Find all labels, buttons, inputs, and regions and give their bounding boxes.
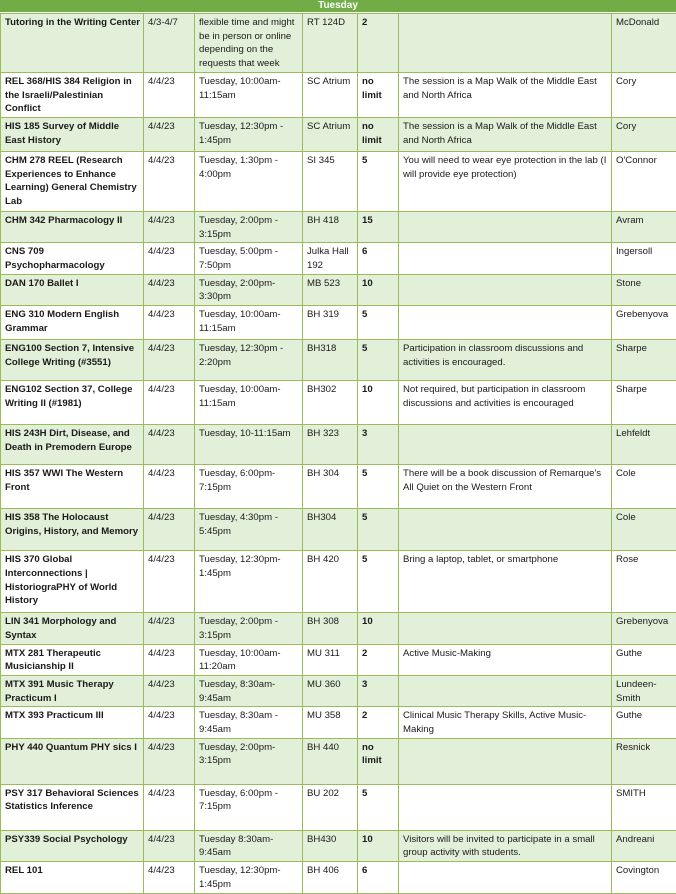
course-cell: HIS 358 The Holocaust Origins, History, and Memory bbox=[1, 509, 144, 551]
table-row bbox=[1, 509, 676, 551]
course-cell: LIN 341 Morphology and Syntax bbox=[1, 613, 144, 644]
instructor-cell: Avram bbox=[612, 211, 676, 242]
room-cell: BH 304 bbox=[303, 465, 358, 509]
date-cell: 4/4/23 bbox=[144, 830, 195, 861]
table-row bbox=[1, 117, 676, 151]
time-cell: Tuesday, 12:30pm - 2:20pm bbox=[195, 340, 303, 381]
room-cell: BH 308 bbox=[303, 613, 358, 644]
seats-cell: 5 bbox=[358, 151, 399, 211]
instructor-cell: Covington bbox=[612, 862, 676, 893]
date-cell: 4/4/23 bbox=[144, 243, 195, 274]
table-row bbox=[1, 381, 676, 425]
time-cell: Tuesday, 12:30pm-1:45pm bbox=[195, 551, 303, 613]
notes-cell: Active Music-Making bbox=[399, 644, 612, 675]
date-cell: 4/4/23 bbox=[144, 738, 195, 784]
room-cell: BH318 bbox=[303, 340, 358, 381]
date-cell: 4/4/23 bbox=[144, 675, 195, 706]
time-cell: Tuesday, 10:00am-11:15am bbox=[195, 72, 303, 117]
instructor-cell: Guthe bbox=[612, 644, 676, 675]
seats-cell: 2 bbox=[358, 644, 399, 675]
date-cell: 4/4/23 bbox=[144, 151, 195, 211]
instructor-cell: Lundeen-Smith bbox=[612, 675, 676, 706]
date-cell: 4/4/23 bbox=[144, 211, 195, 242]
seats-cell: no limit bbox=[358, 72, 399, 117]
table-row bbox=[1, 72, 676, 117]
seats-cell: no limit bbox=[358, 117, 399, 151]
schedule-table bbox=[0, 13, 676, 894]
course-cell: MTX 281 Therapeutic Musicianship II bbox=[1, 644, 144, 675]
time-cell: Tuesday, 1:30pm - 4:00pm bbox=[195, 151, 303, 211]
instructor-cell: Cole bbox=[612, 465, 676, 509]
room-cell: BH 323 bbox=[303, 425, 358, 465]
course-cell: PSY339 Social Psychology bbox=[1, 830, 144, 861]
room-cell: BH 319 bbox=[303, 306, 358, 340]
course-cell: HIS 370 Global Interconnections | HistoriograPHY of World History bbox=[1, 551, 144, 613]
table-row bbox=[1, 14, 676, 73]
table-row bbox=[1, 862, 676, 893]
date-cell: 4/4/23 bbox=[144, 862, 195, 893]
notes-cell: Visitors will be invited to participate in a small group activity with students. bbox=[399, 830, 612, 861]
table-row bbox=[1, 551, 676, 613]
room-cell: MB 523 bbox=[303, 274, 358, 305]
date-cell: 4/4/23 bbox=[144, 340, 195, 381]
notes-cell bbox=[399, 243, 612, 274]
course-cell: DAN 170 Ballet I bbox=[1, 274, 144, 305]
date-cell: 4/4/23 bbox=[144, 644, 195, 675]
instructor-cell: Cory bbox=[612, 117, 676, 151]
course-cell: HIS 243H Dirt, Disease, and Death in Premodern Europe bbox=[1, 425, 144, 465]
time-cell: Tuesday, 4:30pm - 5:45pm bbox=[195, 509, 303, 551]
instructor-cell: Resnick bbox=[612, 738, 676, 784]
time-cell: Tuesday, 10:00am-11:20am bbox=[195, 644, 303, 675]
seats-cell: 10 bbox=[358, 381, 399, 425]
date-cell: 4/4/23 bbox=[144, 707, 195, 738]
instructor-cell: Sharpe bbox=[612, 340, 676, 381]
seats-cell: 2 bbox=[358, 14, 399, 73]
table-row bbox=[1, 738, 676, 784]
seats-cell: 5 bbox=[358, 306, 399, 340]
course-cell: REL 368/HIS 384 Religion in the Israeli/Palestinian Conflict bbox=[1, 72, 144, 117]
seats-cell: 5 bbox=[358, 509, 399, 551]
room-cell: BH 420 bbox=[303, 551, 358, 613]
seats-cell: 3 bbox=[358, 675, 399, 706]
instructor-cell: Guthe bbox=[612, 707, 676, 738]
time-cell: Tuesday, 8:30am-9:45am bbox=[195, 675, 303, 706]
instructor-cell: Cory bbox=[612, 72, 676, 117]
time-cell: Tuesday, 12:30pm-1:45pm bbox=[195, 862, 303, 893]
instructor-cell: SMITH bbox=[612, 784, 676, 830]
notes-cell: Not required, but participation in classroom discussions and activities is encouraged bbox=[399, 381, 612, 425]
notes-cell bbox=[399, 306, 612, 340]
time-cell: Tuesday, 2:00pm - 3:15pm bbox=[195, 211, 303, 242]
seats-cell: 5 bbox=[358, 551, 399, 613]
time-cell: Tuesday, 10:00am-11:15am bbox=[195, 381, 303, 425]
table-row bbox=[1, 306, 676, 340]
notes-cell bbox=[399, 675, 612, 706]
seats-cell: 5 bbox=[358, 340, 399, 381]
time-cell: flexible time and might be in person or online depending on the requests that week bbox=[195, 14, 303, 73]
time-cell: Tuesday, 10-11:15am bbox=[195, 425, 303, 465]
notes-cell bbox=[399, 509, 612, 551]
instructor-cell: Rose bbox=[612, 551, 676, 613]
instructor-cell: Cole bbox=[612, 509, 676, 551]
instructor-cell: Grebenyova bbox=[612, 613, 676, 644]
notes-cell bbox=[399, 738, 612, 784]
time-cell: Tuesday, 12:30pm - 1:45pm bbox=[195, 117, 303, 151]
date-cell: 4/4/23 bbox=[144, 784, 195, 830]
room-cell: Julka Hall 192 bbox=[303, 243, 358, 274]
table-row bbox=[1, 274, 676, 305]
instructor-cell: Lehfeldt bbox=[612, 425, 676, 465]
course-cell: HIS 357 WWI The Western Front bbox=[1, 465, 144, 509]
room-cell: BH 418 bbox=[303, 211, 358, 242]
seats-cell: 10 bbox=[358, 830, 399, 861]
instructor-cell: McDonald bbox=[612, 14, 676, 73]
date-cell: 4/4/23 bbox=[144, 465, 195, 509]
time-cell: Tuesday, 2:00pm-3:15pm bbox=[195, 738, 303, 784]
instructor-cell: Ingersoll bbox=[612, 243, 676, 274]
room-cell: BH430 bbox=[303, 830, 358, 861]
room-cell: SI 345 bbox=[303, 151, 358, 211]
date-cell: 4/4/23 bbox=[144, 509, 195, 551]
time-cell: Tuesday, 5:00pm - 7:50pm bbox=[195, 243, 303, 274]
notes-cell: Clinical Music Therapy Skills, Active Music-Making bbox=[399, 707, 612, 738]
room-cell: BH 406 bbox=[303, 862, 358, 893]
course-cell: ENG 310 Modern English Grammar bbox=[1, 306, 144, 340]
notes-cell: The session is a Map Walk of the Middle East and North Africa bbox=[399, 117, 612, 151]
date-cell: 4/4/23 bbox=[144, 274, 195, 305]
room-cell: MU 311 bbox=[303, 644, 358, 675]
table-row bbox=[1, 675, 676, 706]
table-row bbox=[1, 644, 676, 675]
room-cell: BU 202 bbox=[303, 784, 358, 830]
instructor-cell: O'Connor bbox=[612, 151, 676, 211]
date-cell: 4/4/23 bbox=[144, 72, 195, 117]
course-cell: CHM 342 Pharmacology II bbox=[1, 211, 144, 242]
instructor-cell: Sharpe bbox=[612, 381, 676, 425]
table-row bbox=[1, 830, 676, 861]
course-cell: REL 101 bbox=[1, 862, 144, 893]
room-cell: BH304 bbox=[303, 509, 358, 551]
notes-cell: There will be a book discussion of Remarque's All Quiet on the Western Front bbox=[399, 465, 612, 509]
notes-cell: You will need to wear eye protection in the lab (I will provide eye protection) bbox=[399, 151, 612, 211]
time-cell: Tuesday 8:30am-9:45am bbox=[195, 830, 303, 861]
date-cell: 4/4/23 bbox=[144, 381, 195, 425]
room-cell: MU 360 bbox=[303, 675, 358, 706]
notes-cell bbox=[399, 784, 612, 830]
table-row bbox=[1, 243, 676, 274]
date-cell: 4/4/23 bbox=[144, 613, 195, 644]
instructor-cell: Grebenyova bbox=[612, 306, 676, 340]
notes-cell bbox=[399, 425, 612, 465]
room-cell: SC Atrium bbox=[303, 117, 358, 151]
notes-cell bbox=[399, 613, 612, 644]
course-cell: ENG100 Section 7, Intensive College Writing (#3551) bbox=[1, 340, 144, 381]
seats-cell: 5 bbox=[358, 784, 399, 830]
table-row bbox=[1, 707, 676, 738]
course-cell: MTX 391 Music Therapy Practicum I bbox=[1, 675, 144, 706]
time-cell: Tuesday, 10:00am-11:15am bbox=[195, 306, 303, 340]
time-cell: Tuesday, 6:00pm-7:15pm bbox=[195, 465, 303, 509]
notes-cell: The session is a Map Walk of the Middle East and North Africa bbox=[399, 72, 612, 117]
date-cell: 4/4/23 bbox=[144, 306, 195, 340]
notes-cell bbox=[399, 14, 612, 73]
time-cell: Tuesday, 6:00pm - 7:15pm bbox=[195, 784, 303, 830]
course-cell: PSY 317 Behavioral Sciences Statistics Inference bbox=[1, 784, 144, 830]
table-row bbox=[1, 211, 676, 242]
notes-cell bbox=[399, 862, 612, 893]
seats-cell: 6 bbox=[358, 243, 399, 274]
table-row bbox=[1, 784, 676, 830]
instructor-cell: Stone bbox=[612, 274, 676, 305]
time-cell: Tuesday, 2:00pm - 3:15pm bbox=[195, 613, 303, 644]
notes-cell: Participation in classroom discussions and activities is encouraged. bbox=[399, 340, 612, 381]
notes-cell bbox=[399, 211, 612, 242]
seats-cell: 3 bbox=[358, 425, 399, 465]
course-cell: CNS 709 Psychopharmacology bbox=[1, 243, 144, 274]
table-row bbox=[1, 465, 676, 509]
date-cell: 4/4/23 bbox=[144, 551, 195, 613]
seats-cell: 10 bbox=[358, 613, 399, 644]
course-cell: PHY 440 Quantum PHY sics I bbox=[1, 738, 144, 784]
seats-cell: 5 bbox=[358, 465, 399, 509]
seats-cell: 6 bbox=[358, 862, 399, 893]
time-cell: Tuesday, 8:30am - 9:45am bbox=[195, 707, 303, 738]
course-cell: MTX 393 Practicum III bbox=[1, 707, 144, 738]
room-cell: BH302 bbox=[303, 381, 358, 425]
room-cell: RT 124D bbox=[303, 14, 358, 73]
course-cell: ENG102 Section 37, College Writing II (#1981) bbox=[1, 381, 144, 425]
room-cell: SC Atrium bbox=[303, 72, 358, 117]
course-cell: HIS 185 Survey of Middle East History bbox=[1, 117, 144, 151]
seats-cell: 2 bbox=[358, 707, 399, 738]
table-row bbox=[1, 613, 676, 644]
table-row bbox=[1, 151, 676, 211]
seats-cell: 10 bbox=[358, 274, 399, 305]
instructor-cell: Andreani bbox=[612, 830, 676, 861]
room-cell: MU 358 bbox=[303, 707, 358, 738]
date-cell: 4/4/23 bbox=[144, 117, 195, 151]
course-cell: Tutoring in the Writing Center bbox=[1, 14, 144, 73]
table-row bbox=[1, 340, 676, 381]
notes-cell: Bring a laptop, tablet, or smartphone bbox=[399, 551, 612, 613]
date-cell: 4/3-4/7 bbox=[144, 14, 195, 73]
table-row bbox=[1, 425, 676, 465]
notes-cell bbox=[399, 274, 612, 305]
seats-cell: 15 bbox=[358, 211, 399, 242]
date-cell: 4/4/23 bbox=[144, 425, 195, 465]
course-cell: CHM 278 REEL (Research Experiences to Enhance Learning) General Chemistry Lab bbox=[1, 151, 144, 211]
time-cell: Tuesday, 2:00pm-3:30pm bbox=[195, 274, 303, 305]
room-cell: BH 440 bbox=[303, 738, 358, 784]
seats-cell: no limit bbox=[358, 738, 399, 784]
day-header: Tuesday bbox=[0, 0, 676, 13]
